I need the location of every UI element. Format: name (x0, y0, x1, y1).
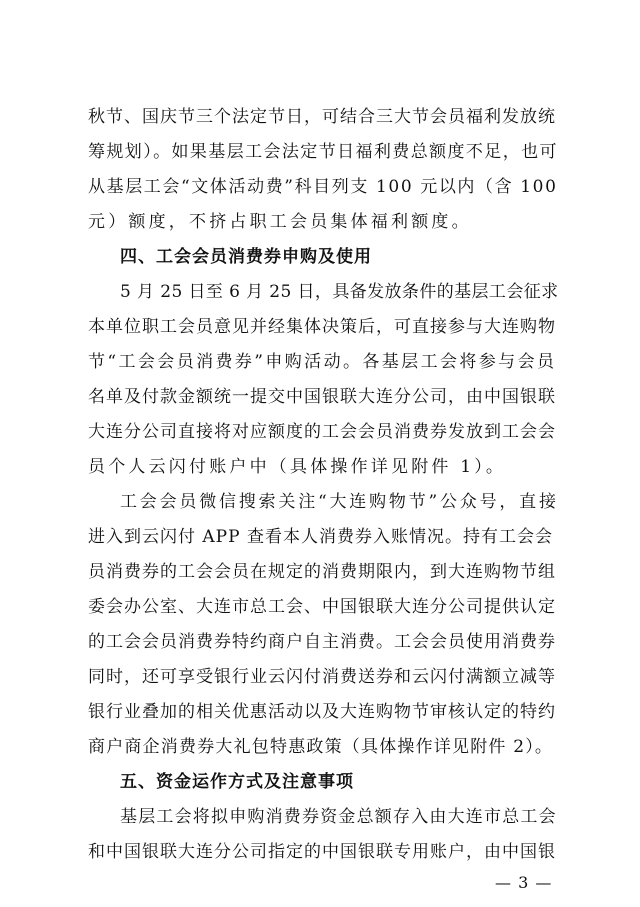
text-line: 秋节、国庆节三个法定节日，可结合三大节会员福利发放统 (88, 107, 556, 127)
text-line: 工会会员微信搜索关注“大连购物节”公众号，直接 (120, 492, 559, 512)
text-line: 基层工会将拟申购消费券资金总额存入由大连市总工会 (120, 807, 557, 827)
text-line: 节“工会会员消费券”申购活动。各基层工会将参与会员 (88, 352, 557, 372)
text-line: 员消费券的工会会员在规定的消费期限内，到大连购物节组 (88, 562, 556, 582)
text-line: 筹规划）。如果基层工会法定节日福利费总额度不足，也可 (88, 142, 558, 162)
page-number: — 3 — (495, 873, 553, 892)
text-line: 委会办公室、大连市总工会、中国银联大连分公司提供认定 (88, 597, 556, 617)
text-line: 大连分公司直接将对应额度的工会会员消费券发放到工会会 (88, 422, 556, 442)
text-line: 本单位职工会员意见并经集体决策后，可直接参与大连购物 (88, 317, 556, 337)
text-line: 元）额度，不挤占职工会员集体福利额度。 (88, 212, 472, 232)
section-heading-4: 四、工会会员消费券申购及使用 (120, 247, 372, 267)
text-line: 进入到云闪付 APP 查看本人消费券入账情况。持有工会会 (88, 527, 553, 547)
section-heading-5: 五、资金运作方式及注意事项 (120, 772, 354, 792)
text-line: 商户商企消费券大礼包特惠政策（具体操作详见附件 2）。 (88, 737, 554, 757)
text-line: 的工会会员消费券特约商户自主消费。工会会员使用消费券 (88, 632, 556, 652)
text-line: 银行业叠加的相关优惠活动以及大连购物节审核认定的特约 (88, 702, 556, 722)
text-line: 名单及付款金额统一提交中国银联大连分公司，由中国银联 (88, 387, 556, 407)
text-line: 员个人云闪付账户中（具体操作详见附件 1）。 (88, 457, 507, 477)
text-line: 从基层工会“文体活动费”科目列支 100 元以内（含 100 (88, 177, 558, 197)
text-line: 同时，还可享受银行业云闪付消费送券和云闪付满额立减等 (88, 667, 556, 687)
text-line: 5 月 25 日至 6 月 25 日，具备发放条件的基层工会征求 (120, 282, 559, 302)
text-line: 和中国银联大连分公司指定的中国银联专用账户，由中国银 (88, 842, 556, 862)
